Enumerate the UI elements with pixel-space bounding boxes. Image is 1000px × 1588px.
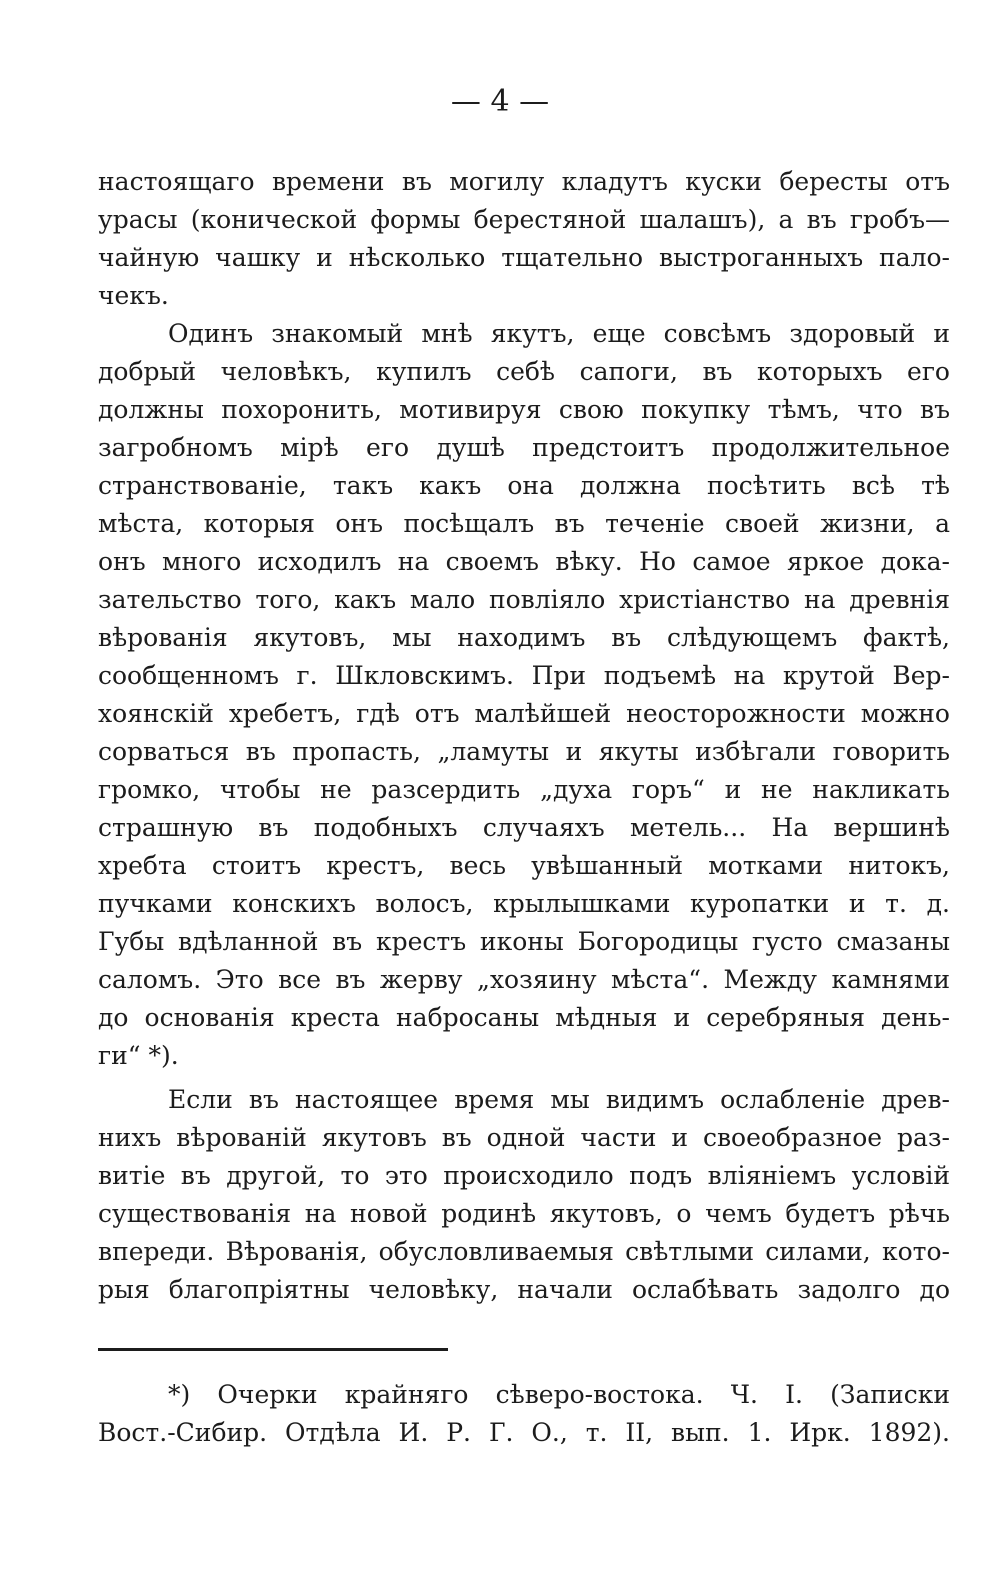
text-line: ги“ *). — [98, 1041, 179, 1070]
text-line: страшную въ подобныхъ случаяхъ метель... На вершинѣ — [98, 813, 950, 842]
text-line: онъ много исходилъ на своемъ вѣку. Но самое яркое дока- — [98, 547, 950, 576]
text-line: урасы (конической формы берестяной шалашъ), а въ гробъ— — [98, 205, 950, 234]
text-line: нихъ вѣрованій якутовъ въ одной части и своеобразное раз- — [98, 1123, 950, 1152]
text-line: впереди. Вѣрованія, обусловливаемыя свѣтлыми силами, кото- — [98, 1237, 950, 1266]
paragraph-first-line: Одинъ знакомый мнѣ якутъ, еще совсѣмъ здоровый и — [168, 319, 950, 348]
footnote-line: Вост.-Сибир. Отдѣла И. Р. Г. О., т. II, вып. 1. Ирк. 1892). — [98, 1418, 950, 1447]
text-line: сорваться въ пропасть, „ламуты и якуты избѣгали говорить — [98, 737, 950, 766]
text-line: настоящаго времени въ могилу кладутъ куски бересты отъ — [98, 167, 950, 196]
text-line: сообщенномъ г. Шкловскимъ. При подъемѣ на крутой Вер- — [98, 661, 950, 690]
text-line: до основанія креста набросаны мѣдныя и серебряныя день- — [98, 1003, 950, 1032]
text-line: мѣста, которыя онъ посѣщалъ въ теченіе своей жизни, а — [98, 509, 950, 538]
text-line: Губы вдѣланной въ крестъ иконы Богородицы густо смазаны — [98, 927, 950, 956]
text-line: должны похоронить, мотивируя свою покупку тѣмъ, что въ — [98, 395, 950, 424]
text-line: загробномъ мірѣ его душѣ предстоитъ продолжительное — [98, 433, 950, 462]
text-line: зательство того, какъ мало повліяло христіанство на древнія — [98, 585, 950, 614]
text-line: существованія на новой родинѣ якутовъ, о чемъ будетъ рѣчь — [98, 1199, 950, 1228]
text-line: странствованіе, такъ какъ она должна посѣтить всѣ тѣ — [98, 471, 950, 500]
text-line: хоянскій хребетъ, гдѣ отъ малѣйшей неосторожности можно — [98, 699, 950, 728]
text-line: хребта стоитъ крестъ, весь увѣшанный мотками нитокъ, — [98, 851, 950, 880]
footnote-line: *) Очерки крайняго сѣверо-востока. Ч. I. (Записки — [168, 1380, 950, 1409]
text-line: пучками конскихъ волосъ, крылышками куропатки и т. д. — [98, 889, 950, 918]
paragraph-first-line: Если въ настоящее время мы видимъ ослабленіе древ- — [168, 1085, 950, 1114]
text-line: рыя благопріятны человѣку, начали ослабѣвать задолго до — [98, 1275, 950, 1304]
text-line: громко, чтобы не разсердить „духа горъ“ и не накликать — [98, 775, 950, 804]
text-line: чекъ. — [98, 281, 169, 310]
text-line: витіе въ другой, то это происходило подъ вліяніемъ условій — [98, 1161, 950, 1190]
text-line: добрый человѣкъ, купилъ себѣ сапоги, въ которыхъ его — [98, 357, 950, 386]
footnote-divider — [98, 1348, 448, 1351]
text-line: саломъ. Это все въ жерву „хозяину мѣста“. Между камнями — [98, 965, 950, 994]
text-line: чайную чашку и нѣсколько тщательно выстроганныхъ пало- — [98, 243, 950, 272]
text-line: вѣрованія якутовъ, мы находимъ въ слѣдующемъ фактѣ, — [98, 623, 950, 652]
page-number: — 4 — — [450, 84, 550, 119]
